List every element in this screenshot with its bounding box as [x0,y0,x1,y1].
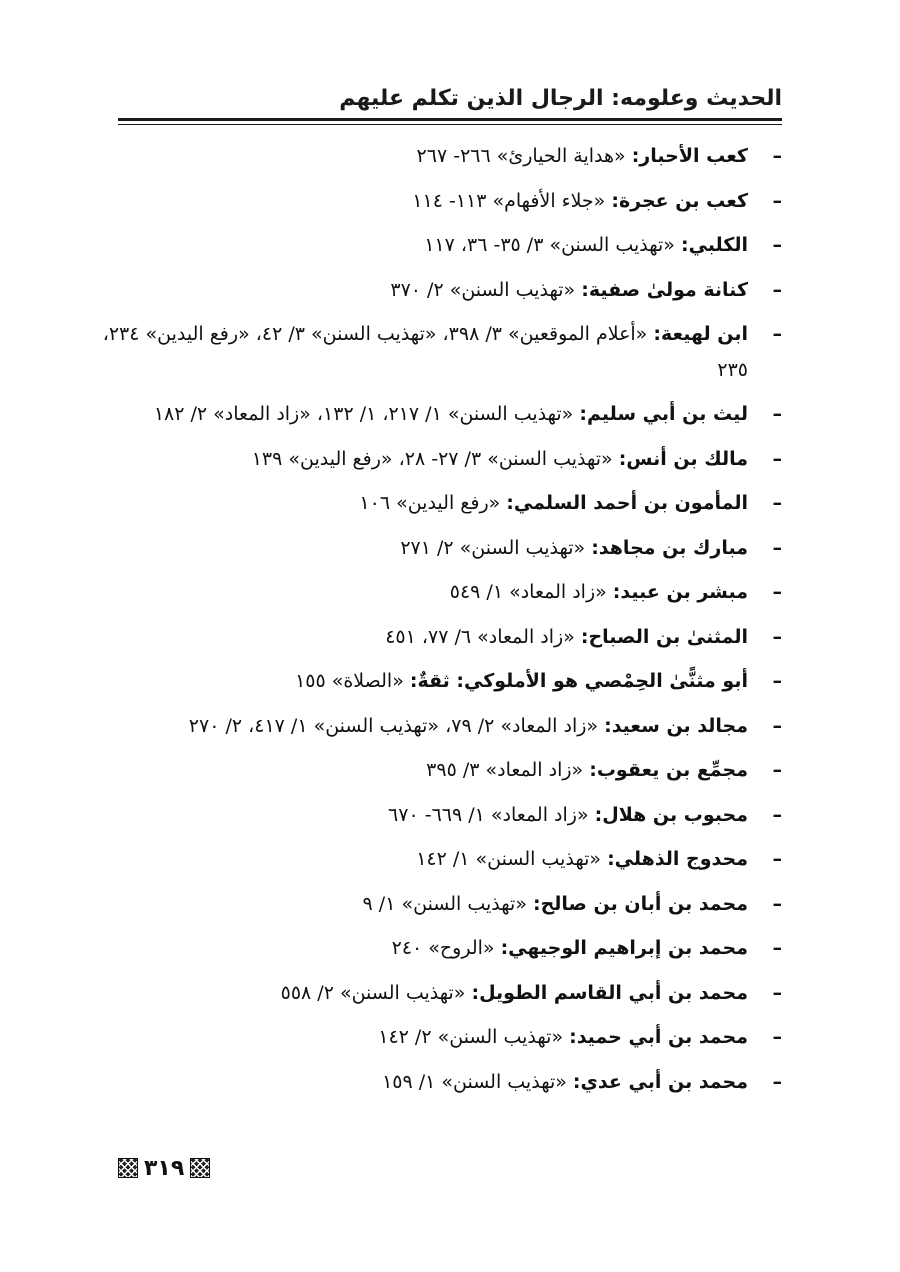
entry-dash: – [772,759,782,781]
entry-text [100,1015,748,1060]
source-reference: «تهذيب السنن» ٢/ ١٤٢ [378,1026,570,1048]
narrator-name: محمد بن أبي حميد: [569,1026,748,1048]
list-item [100,312,782,392]
entry-text [100,837,748,882]
entry-dash: – [772,234,782,256]
narrator-name: مجالد بن سعيد: [604,714,748,737]
source-reference: «تهذيب السنن» ٢/ ٢٧١ [400,536,592,559]
list-item [100,179,782,224]
list-item [100,392,782,437]
page-number: ٣١٩ [144,1155,185,1181]
entry-text [100,570,748,615]
entry-dash: – [772,981,782,1004]
entry-text [100,316,748,388]
entry-dash: – [772,625,782,648]
list-item [100,882,782,927]
entry-text [100,223,748,268]
list-item [100,837,782,882]
entry-dash: – [772,848,782,870]
entry-text [100,659,748,704]
narrator-name: مجمِّع بن يعقوب: [589,759,748,781]
entry-text [100,748,748,793]
list-item [100,481,782,526]
entry-dash: – [772,145,782,167]
source-reference: «جلاء الأفهام» ١١٣- ١١٤ [412,189,612,212]
source-reference: «زاد المعاد» ٣/ ٣٩٥ [426,759,590,781]
source-reference: «زاد المعاد» ١/ ٥٤٩ [449,581,613,603]
page-footer [118,1155,210,1181]
list-item [100,615,782,660]
entry-dash: – [772,714,782,737]
source-reference: «هداية الحيارئ» ٢٦٦- ٢٦٧ [416,145,632,167]
narrator-name: المأمون بن أحمد السلمي: [506,492,748,514]
source-reference: «تهذيب السنن» ١/ ١٤٢ [416,848,608,870]
source-reference: «تهذيب السنن» ٣/ ٢٧- ٢٨، «رفع اليدين» ١٣٩ [251,447,619,470]
entry-text [100,392,748,437]
list-item [100,223,782,268]
header-rule-thin [118,124,782,125]
list-item [100,1015,782,1060]
running-header-title: الحديث وعلومه: الرجال الذين تكلم عليهم [339,86,782,111]
entry-dash: – [772,670,782,692]
narrator-name: مبشر بن عبيد: [612,581,748,603]
source-reference: «تهذيب السنن» ٣/ ٣٥- ٣٦، ١١٧ [424,234,681,256]
entry-dash: – [772,536,782,559]
entry-text [100,615,748,660]
source-reference: «تهذيب السنن» ٢/ ٣٧٠ [390,278,582,301]
source-reference: «تهذيب السنن» ٢/ ٥٥٨ [280,981,472,1004]
source-reference: «زاد المعاد» ٢/ ٧٩، «تهذيب السنن» ١/ ٤١٧، ٢/ ٢٧٠ [188,714,605,737]
entry-dash: – [772,323,782,345]
entry-text [100,971,748,1016]
entry-text [100,882,748,927]
entry-text [100,704,748,749]
narrator-name: مالك بن أنس: [618,447,748,470]
source-reference: «زاد المعاد» ١/ ٦٦٩- ٦٧٠ [388,803,595,826]
narrator-name: الكلبي: [680,234,748,256]
narrator-name: ابن لهيعة: [653,323,748,345]
entry-dash: – [772,403,782,425]
narrator-name: مبارك بن مجاهد: [591,536,748,559]
ornament-right-icon [190,1158,210,1178]
narrator-name: كعب الأحبار: [631,145,748,167]
list-item [100,526,782,571]
narrator-entries-list [100,134,782,1104]
list-item [100,437,782,482]
entry-text [100,134,748,179]
list-item [100,1060,782,1105]
narrator-name: المثنىٰ بن الصباح: [580,625,748,648]
entry-text [100,179,748,224]
narrator-name: محمد بن أبي عدي: [572,1070,748,1093]
source-reference: «زاد المعاد» ٦/ ٧٧، ٤٥١ [385,625,581,648]
list-item [100,134,782,179]
entry-dash: – [772,803,782,826]
list-item [100,748,782,793]
source-reference: «أعلام الموقعين» ٣/ ٣٩٨، «تهذيب السنن» ٣/ ٤٢، «رفع اليدين» ٢٣٤، ٢٣٥ [102,323,748,381]
list-item [100,659,782,704]
list-item [100,971,782,1016]
source-reference: «تهذيب السنن» ١/ ١٥٩ [382,1070,573,1093]
entry-dash: – [772,1026,782,1048]
entry-dash: – [772,492,782,514]
header-rule-thick [118,118,782,121]
entry-dash: – [772,447,782,470]
list-item [100,268,782,313]
source-reference: «الروح» ٢٤٠ [391,937,501,959]
entry-text [100,926,748,971]
source-reference: «رفع اليدين» ١٠٦ [359,492,507,514]
list-item [100,793,782,838]
narrator-name: محبوب بن هلال: [594,803,748,826]
narrator-name: محدوج الذهلي: [607,848,748,870]
entry-text [100,437,748,482]
narrator-name: ليث بن أبي سليم: [579,403,748,425]
entry-text [100,526,748,571]
list-item [100,926,782,971]
list-item [100,704,782,749]
narrator-name: أبو مثنًّىٰ الحِمْصي هو الأملوكي: ثقةٌ: [409,670,748,692]
entry-dash: – [772,278,782,301]
narrator-name: محمد بن إبراهيم الوجيهي: [500,937,748,959]
entry-dash: – [772,892,782,915]
source-reference: «تهذيب السنن» ١/ ٢١٧، ١/ ١٣٢، «زاد المعاد» ٢/ ١٨٢ [153,403,580,425]
entry-text [100,1060,748,1105]
entry-dash: – [772,937,782,959]
entry-text [100,793,748,838]
entry-dash: – [772,1070,782,1093]
list-item [100,570,782,615]
ornament-left-icon [118,1158,138,1178]
narrator-name: محمد بن أبان بن صالح: [532,892,748,915]
narrator-name: محمد بن أبي القاسم الطويل: [471,981,748,1004]
entry-dash: – [772,189,782,212]
entry-dash: – [772,581,782,603]
source-reference: «تهذيب السنن» ١/ ٩ [362,892,533,915]
entry-text [100,481,748,526]
narrator-name: كعب بن عجرة: [611,189,748,212]
source-reference: «الصلاة» ١٥٥ [295,670,410,692]
entry-text [100,268,748,313]
narrator-name: كنانة مولىٰ صفية: [581,278,748,301]
